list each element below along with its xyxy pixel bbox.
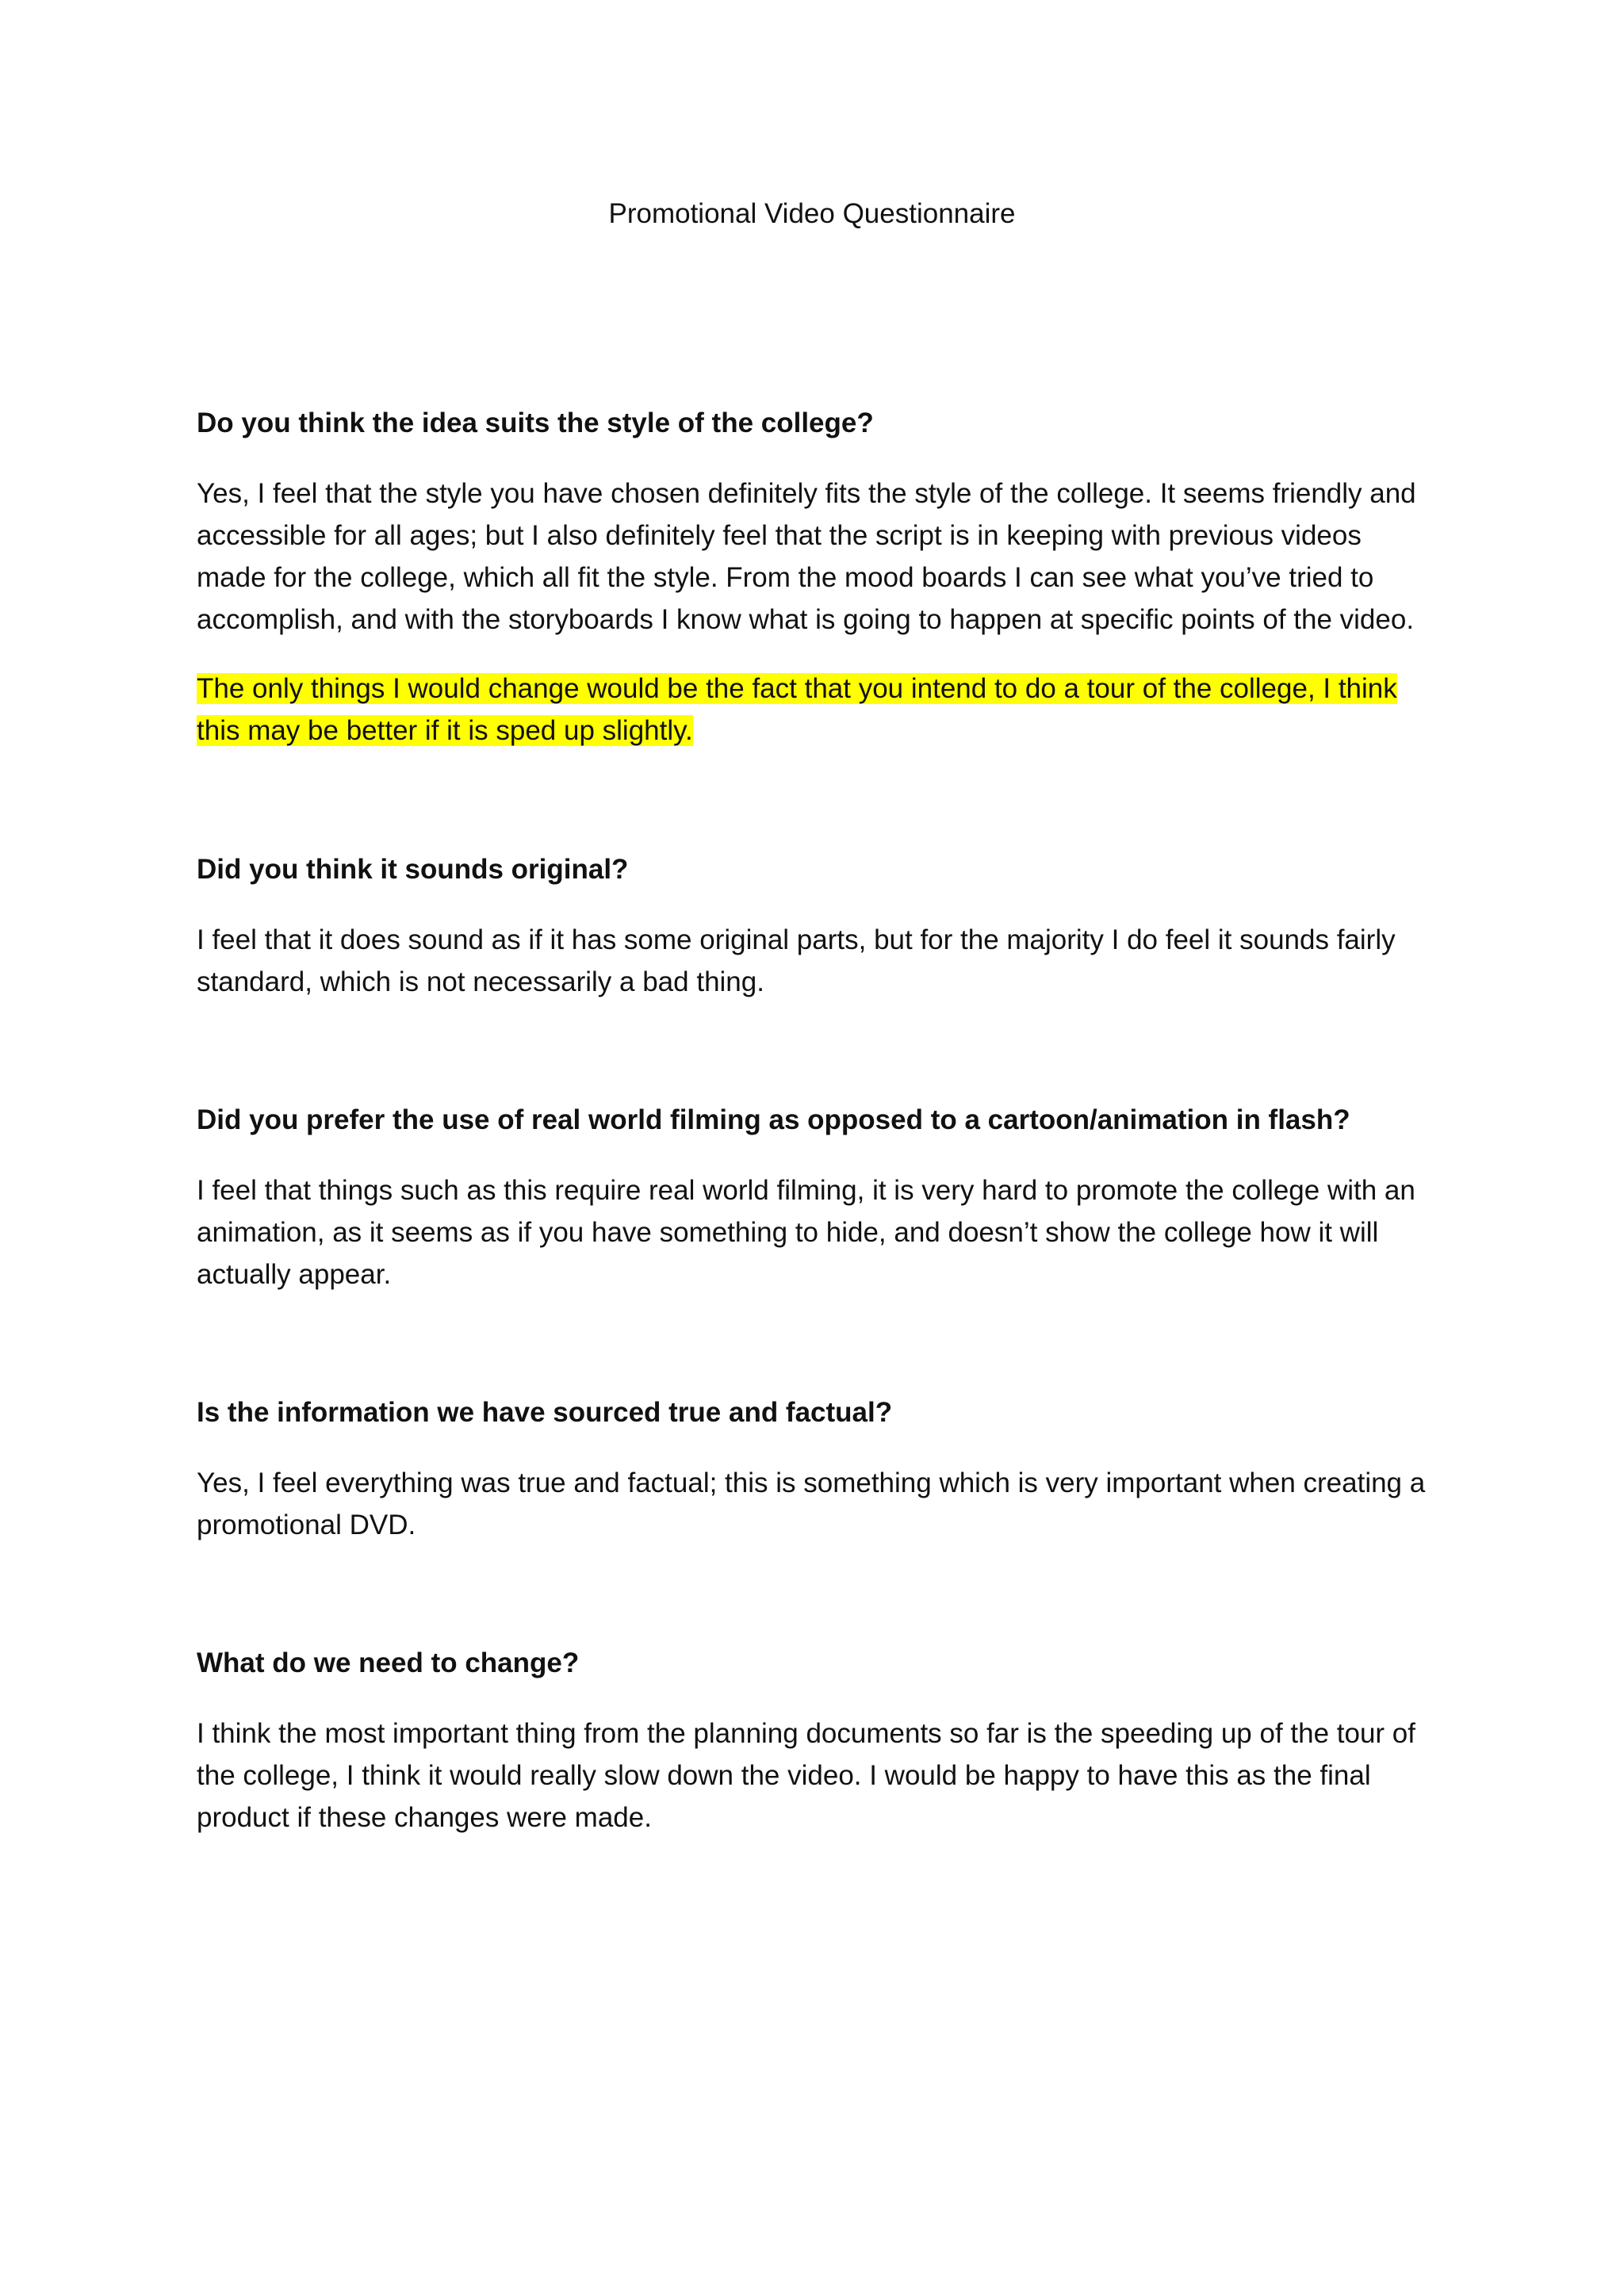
answer-paragraph: I feel that it does sound as if it has some original parts, but for the majority I do feel it sounds fairly standard, which is not necessarily a bad thing. [197,924,1396,997]
question-heading: Did you think it sounds original? [197,854,629,885]
document-title: Promotional Video Questionnaire [608,198,1016,229]
question-heading: Did you prefer the use of real world filming as opposed to a cartoon/animation in flash? [197,1104,1350,1135]
question-section-originality [197,851,1434,1003]
question-heading: Is the information we have sourced true and factual? [197,1397,893,1428]
highlighted-text: The only things I would change would be the fact that you intend to do a tour of the college, I think this may be better if it is sped up slightly. [197,673,1397,746]
question-section-changes [197,1644,1434,1839]
question-heading: Do you think the idea suits the style of the college? [197,408,874,438]
question-heading: What do we need to change? [197,1647,580,1678]
question-section-information [197,1394,1434,1546]
highlighted-answer-paragraph [197,668,1434,752]
question-section-style [197,404,1434,752]
answer-paragraph: I think the most important thing from the planning documents so far is the speeding up of the tour of the college, I think it would really slow down the video. I would be happy to have this as the final product if these changes were made. [197,1718,1415,1833]
answer-paragraph: Yes, I feel everything was true and factual; this is something which is very important when creating a promotional DVD. [197,1468,1426,1540]
question-section-filming [197,1101,1434,1295]
answer-paragraph: I feel that things such as this require real world filming, it is very hard to promote the college with an animation, as it seems as if you have something to hide, and doesn’t show the college how it will actually appear. [197,1175,1415,1290]
answer-paragraph: Yes, I feel that the style you have chosen definitely fits the style of the college. It seems friendly and accessible for all ages; but I also definitely feel that the script is in keeping with previous videos made for the college, which all fit the style. From the mood boards I can see what you’ve tried to accomplish, and with the storyboards I know what is going to happen at specific points of the video. [197,478,1416,635]
